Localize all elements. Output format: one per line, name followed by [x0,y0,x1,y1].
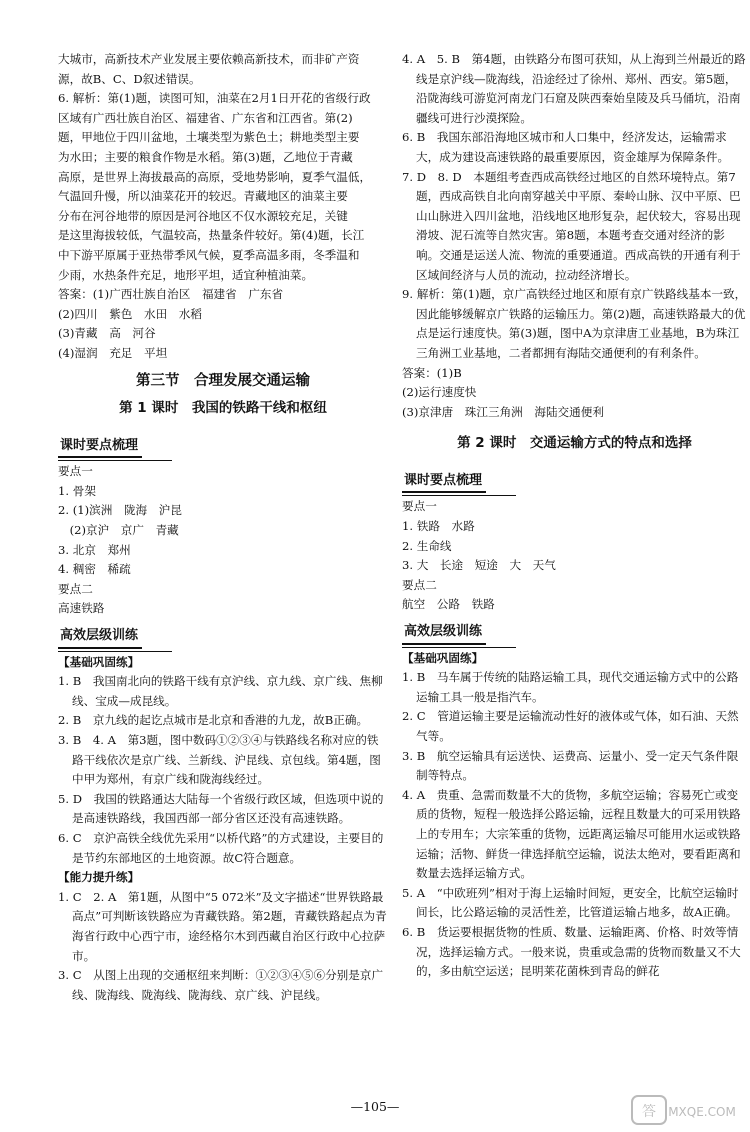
list-item: 6. B 我国东部沿海地区城市和人口集中，经济发达，运输需求大，成为建设高速铁路的最重要原因，资金雄厚为保障条件。 [402,130,730,164]
list-item: (2)京沪 京广 青藏 [58,523,179,538]
left-column [58,50,388,1005]
q9-answers [402,364,747,423]
text-line: 是这里海拔较低，气温较高，热量条件较好。第(4)题，长江 [58,228,365,243]
continuation-text [58,50,388,89]
answer-line: (4)湿润 充足 平坦 [58,345,168,360]
list-item: 9. 解析：第(1)题，京广高铁经过地区和原有京广铁路线基本一致，因此能够缓解京广铁路的运输压力。第(2)题，高速铁路最大的优点是运行速度快。第(3)题，图中A为京津唐工业基地，B为珠江三角洲工业基地，二者都拥有海陆交通便利的有利条件。 [402,287,747,360]
list-item: 6. B 货运要根据货物的性质、数量、运输距离、价格、时效等情况，选择运输方式。一般来说，贵重或急需的货物而数量又不大的，多由航空运送；昆明莱花菌株到青岛的鲜花 [402,924,741,979]
list-item: 3. B 4. A 第3题，图中数码①②③④与铁路线名称对应的铁路干线依次是京广线、兰新线、沪昆线、京包线。第4题，图中甲为郑州，有京广线和陇海线经过。 [58,733,381,787]
list-item: 7. D 8. D 本题组考查西成高铁经过地区的自然环境特点。第7题，西成高铁自北向南穿越关中平原、秦岭山脉、汉中平原、巴山山脉进入四川盆地，沿线地区地形复杂，起伏较大，容易出现滑坡、泥石流等自然灾害。第8题，本题考查交通对经济的影响。交通是运送人流、物流的重要通道。西成高铁的开通有利于区域间经济与人员的流动，拉动经济增长。 [402,169,741,282]
banner-training: 高效层级训练 [58,625,142,649]
q6-answers [58,285,388,363]
key-point-1-label-2: 要点一 [402,499,437,514]
text-line: 6. 解析：第(1)题，读图可知，油菜在2月1日开花的省级行政 [58,91,371,106]
list-item: 1. 铁路 水路 [402,519,475,534]
list-item: 5. D 我国的铁路通达大陆每一个省级行政区域，但选项中说的是高速铁路线，我国西部一部分省区还没有高速铁路。 [58,791,384,826]
list-item: 1. 骨架 [58,483,96,498]
right-column [402,50,747,982]
ability-practice-tag: 【能力提升练】 [58,870,140,885]
list-item: 5. A “中欧班列”相对于海上运输时间短，更安全，比航空运输时间长，比公路运输的灵活性差，比管道运输占地多，故A正确。 [402,885,739,920]
text-line: 题，甲地位于四川盆地，土壤类型为紫色土；耕地类型主要 [58,130,360,145]
section-title: 第三节 合理发展交通运输 [136,372,310,389]
lesson2-title: 第 2 课时 交通运输方式的特点和选择 [457,435,692,452]
answers-continued [402,50,747,364]
basic-practice-list [58,672,388,868]
text-line: 高原，是世界上海拔最高的高原，受地势影响，夏季气温低， [58,169,372,184]
banner-training-2: 高效层级训练 [402,621,486,645]
list-item: 3. B 航空运输具有运送快、运费高、运量小、受一定天气条件限制等特点。 [402,748,739,783]
answer-line: (3)京津唐 珠江三角洲 海陆交通便利 [402,404,604,419]
text-line: 区域有广西壮族自治区、福建省、广东省和江西省。第(2) [58,110,353,125]
list-item: 3. 大 长途 短途 大 天气 [402,558,556,573]
lesson1-title: 第 1 课时 我国的铁路干线和枢纽 [119,400,327,417]
list-item: 2. 生命线 [402,538,452,553]
text-line: 少雨，水热条件充足，地形平坦，适宜种植油菜。 [58,267,314,282]
list-item: 1. C 2. A 第1题，从图中“5 072米”及文字描述“世界铁路最高点”可判断该铁路应为青藏铁路。第2题，青藏铁路起点为青海省行政中心西宁市，途经格尔木到西藏自治区行政中心拉萨市。 [58,889,387,963]
key-point-1-list [58,482,388,580]
text-line: 中下游平原属于亚热带季风气候，夏季高温多雨，冬季温和 [58,247,360,262]
text-line: 源，故B、C、D叙述错误。 [58,71,201,86]
text-line: 为水田；主要的粮食作物是水稻。第(3)题，乙地位于青藏 [58,149,353,164]
list-item: 航空 公路 铁路 [402,597,495,612]
answer-line: (3)青藏 高 河谷 [58,326,156,341]
answer-line: (2)四川 紫色 水田 水稻 [58,306,202,321]
ability-practice-list [58,888,388,1006]
banner-key-points: 课时要点梳理 [58,435,142,459]
watermark-logo [630,1092,740,1128]
key-point-2-list-2 [402,595,747,615]
list-item: 高速铁路 [58,601,105,616]
q6-explanation [58,89,388,285]
key-point-2-label-2: 要点二 [402,577,437,592]
list-item: 2. (1)滨洲 陇海 沪昆 [58,503,182,518]
basic-practice-tag: 【基础巩固练】 [58,654,140,669]
key-point-1-label: 要点一 [58,464,93,479]
text-line: 分布在河谷地带的原因是河谷地区不仅水源较充足，关键 [58,208,348,223]
list-item: 6. C 京沪高铁全线优先采用“以桥代路”的方式建设，主要目的是节约东部地区的土地资源。故C符合题意。 [58,830,384,865]
answer-line: 答案：(1)广西壮族自治区 福建省 广东省 [58,287,284,302]
list-item: 2. C 管道运输主要是运输流动性好的液体或气体，如石油、天然气等。 [402,709,739,743]
basic-practice-tag-2: 【基础巩固练】 [402,650,484,665]
basic-practice-list-2 [402,668,747,982]
banner-key-points-2: 课时要点梳理 [402,470,486,494]
text-line: 大城市，高新技术产业发展主要依赖高新技术，而非矿产资 [58,52,360,66]
list-item: 3. 北京 郑州 [58,542,131,557]
list-item: 1. B 马车属于传统的陆路运输工具，现代交通运输方式中的公路运输工具一般是指汽车。 [402,670,739,704]
answer-line: 答案：(1)B [402,365,462,380]
svg-text:答: 答 [642,1104,656,1120]
key-point-2-label: 要点二 [58,581,93,596]
list-item: 4. A 贵重、急需而数量不大的货物，多航空运输；容易死亡或变质的货物，短程一般选择公路运输，远程且数量大的可采用铁路上的专用车；大宗笨重的货物，远距离运输尽可能用水运或铁路运输；活物、鲜货一律选择航空运输，说法太绝对，要看距离和数量去选择运输方式。 [402,787,741,881]
list-item: 3. C 从图上出现的交通枢纽来判断：①②③④⑤⑥分别是京广线、陇海线、陇海线、陇海线、京广线、沪昆线。 [58,968,384,1002]
page-number: —105— [350,1099,400,1114]
text-line: 气温回升慢，所以油菜花开的较迟。青藏地区的油菜主要 [58,189,348,204]
svg-text:MXQE.COM: MXQE.COM [668,1105,736,1119]
answer-line: (2)运行速度快 [402,385,477,400]
list-item: 4. 稠密 稀疏 [58,562,131,577]
key-point-1-list-2 [402,517,747,576]
list-item: 2. B 京九线的起讫点城市是北京和香港的九龙，故B正确。 [58,713,369,728]
key-point-2-list [58,599,388,619]
list-item: 4. A 5. B 第4题，由铁路分布图可获知，从上海到兰州最近的路线是京沪线—陇海线，沿途经过了徐州、郑州、西安。第5题，沿陇海线可游览河南龙门石窟及陕西秦始皇陵及兵马俑坑，沿南疆线可进行沙漠探险。 [402,52,746,125]
list-item: 1. B 我国南北向的铁路干线有京沪线、京九线、京广线、焦柳线、宝成—成昆线。 [58,674,383,708]
